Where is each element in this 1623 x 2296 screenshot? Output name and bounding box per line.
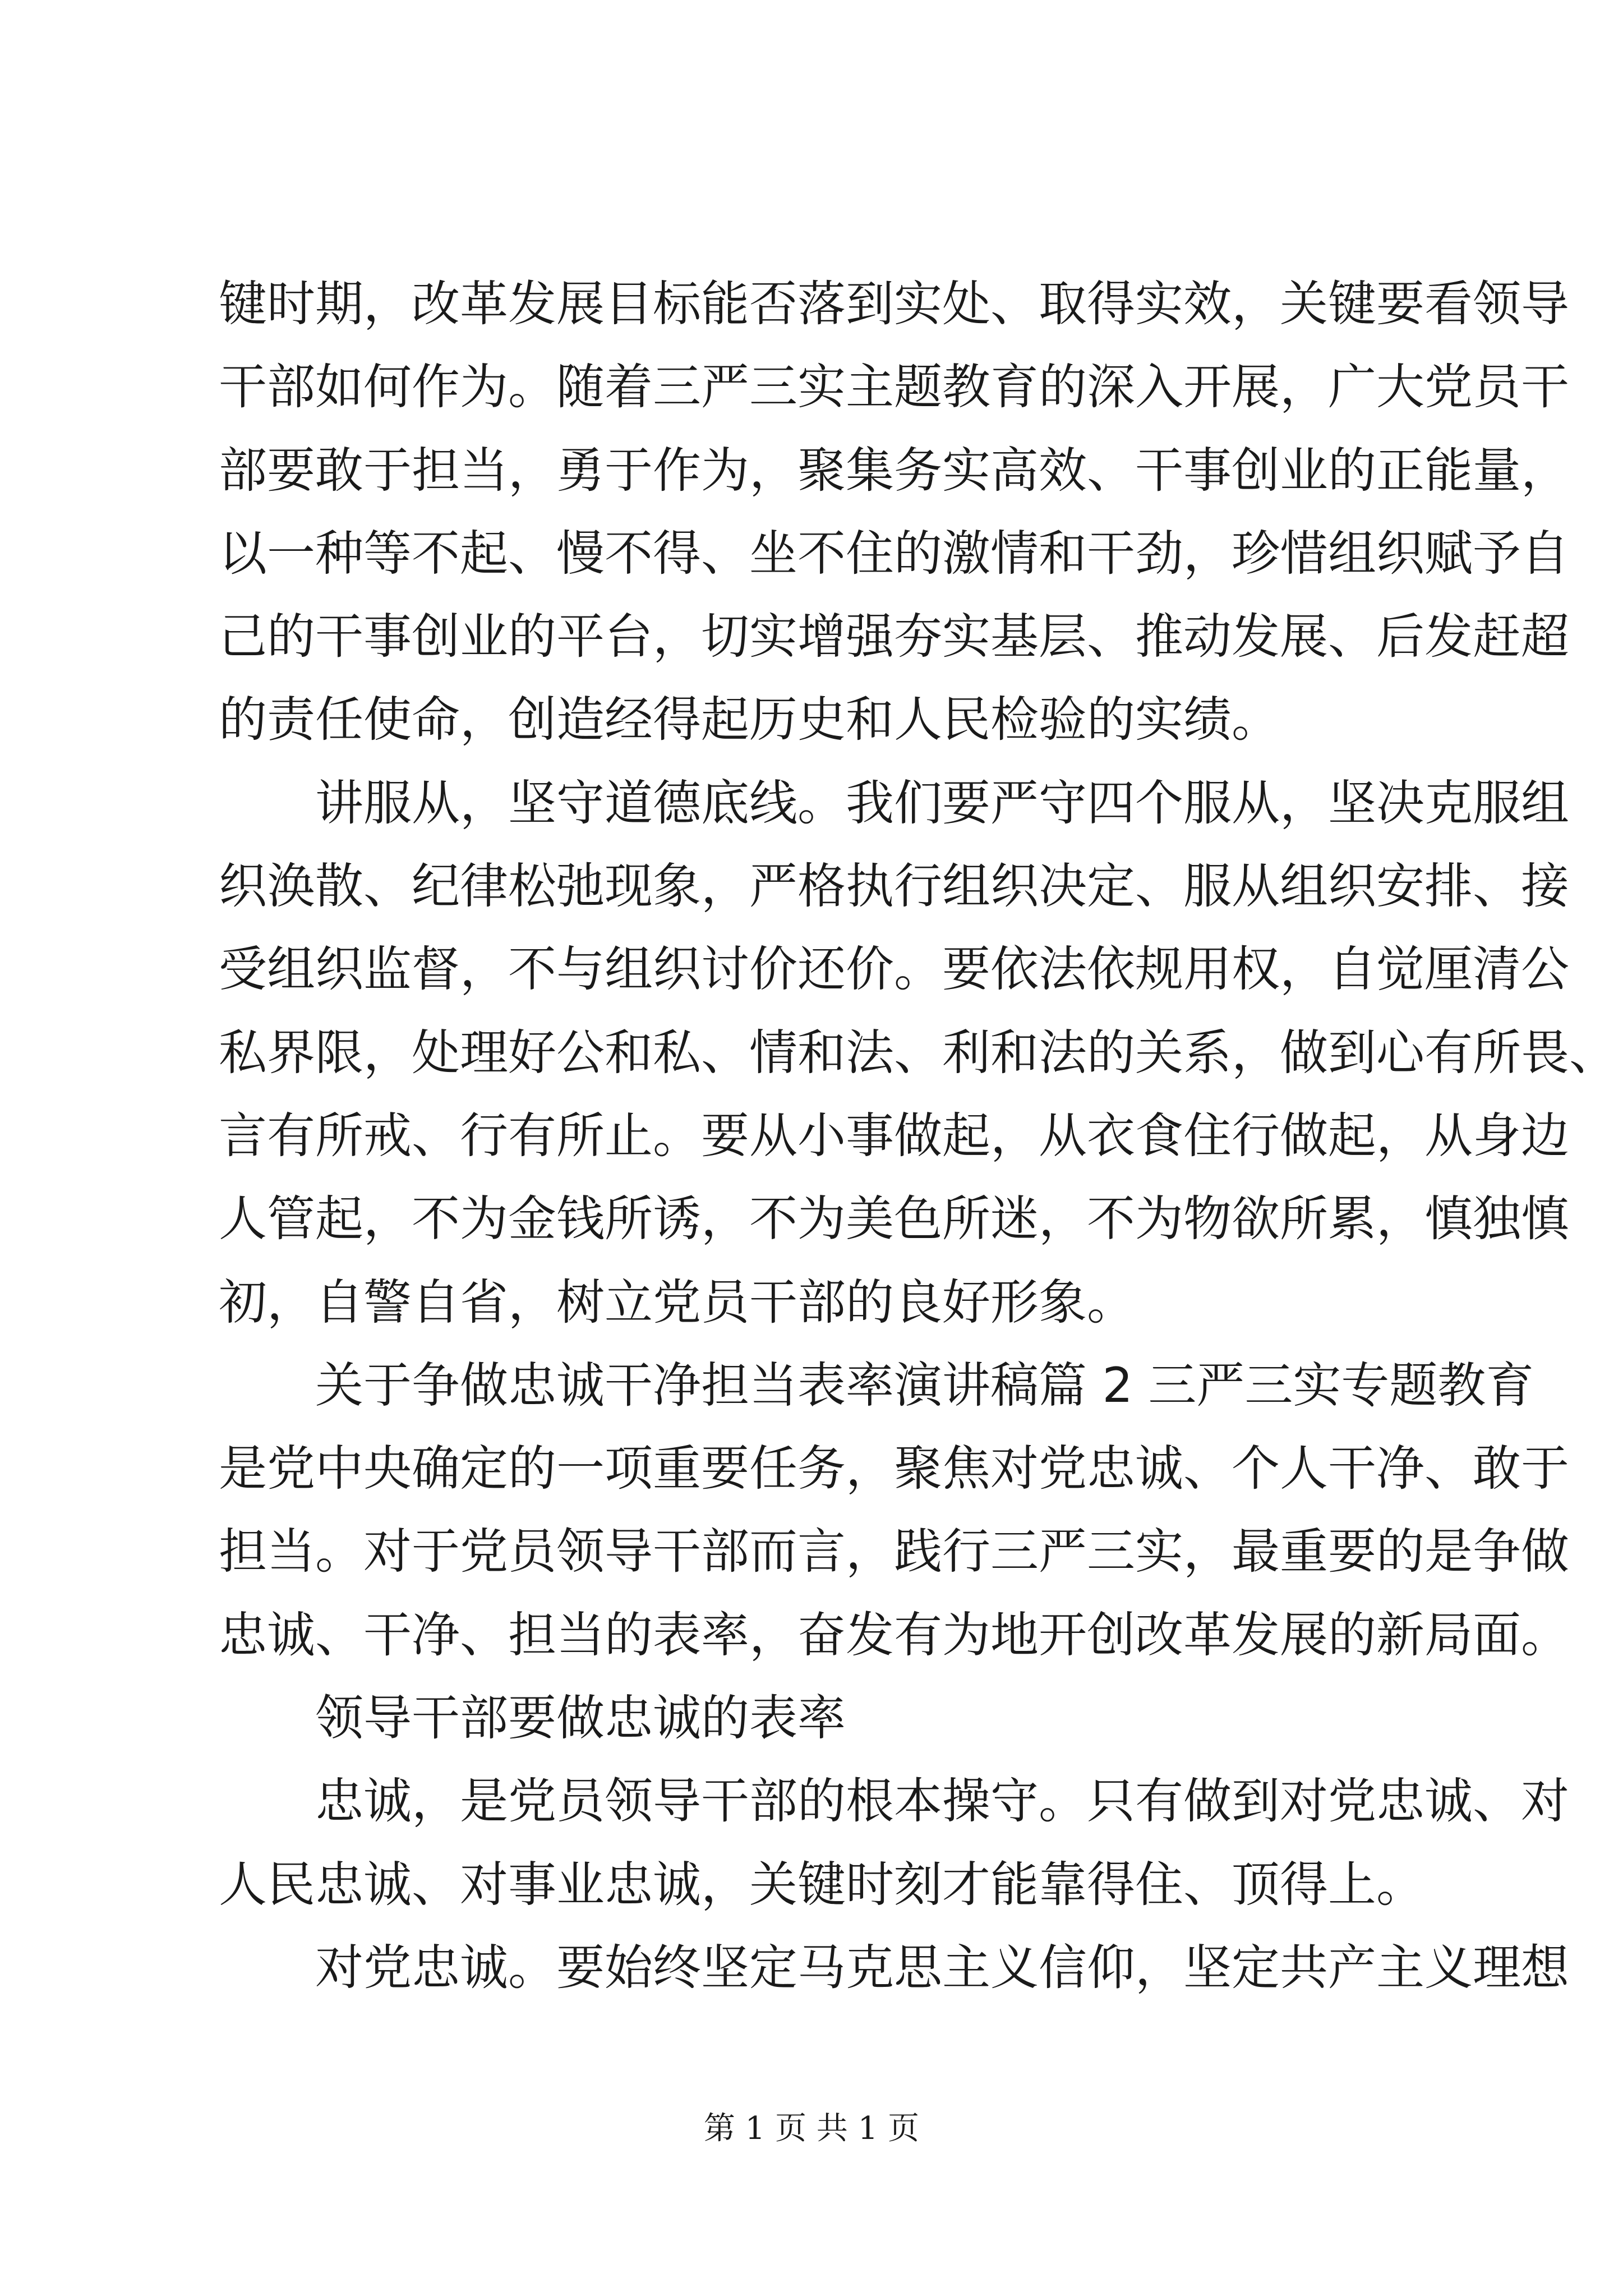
text-line xyxy=(219,678,1419,761)
text-line-content: 是党中央确定的一项重要任务，聚焦对党忠诚、个人干净、敢于 xyxy=(219,1441,1569,1497)
text-line xyxy=(219,845,1569,928)
text-line xyxy=(219,762,1569,845)
text-line-content: 键时期，改革发展目标能否落到实处、取得实效，关键要看领导 xyxy=(219,276,1569,332)
text-line xyxy=(219,1760,1569,1843)
text-line xyxy=(219,1843,1424,1926)
text-line xyxy=(219,1094,1569,1177)
text-line-content: 关于争做忠诚干净担当表率演讲稿篇 2 三严三实专题教育 xyxy=(315,1357,1534,1414)
text-line-content: 对党忠诚。要始终坚定马克思主义信仰，坚定共产主义理想 xyxy=(315,1939,1569,1996)
text-line-content: 讲服从，坚守道德底线。我们要严守四个服从，坚决克服组 xyxy=(315,775,1569,831)
text-line-content: 忠诚、干净、担当的表率，奋发有为地开创改革发展的新局面。 xyxy=(219,1607,1569,1663)
text-line xyxy=(219,512,1569,595)
text-line xyxy=(219,1594,1569,1677)
text-line-content: 己的干事创业的平台，切实增强夯实基层、推动发展、后发赶超 xyxy=(219,609,1569,665)
text-line xyxy=(219,1677,1419,1760)
text-line-content: 人管起，不为金钱所诱，不为美色所迷，不为物欲所累，慎独慎 xyxy=(219,1191,1569,1248)
text-line xyxy=(219,1011,1617,1094)
text-line xyxy=(219,1344,1534,1427)
text-line xyxy=(219,1177,1569,1260)
text-line xyxy=(219,928,1569,1011)
text-line xyxy=(219,1510,1569,1593)
text-line-content: 私界限，处理好公和私、情和法、利和法的关系，做到心有所畏、 xyxy=(219,1024,1617,1081)
text-line xyxy=(219,429,1569,512)
page-footer: 第 1 页 共 1 页 xyxy=(703,2110,920,2147)
text-line-content: 人民忠诚、对事业忠诚，关键时刻才能靠得住、顶得上。 xyxy=(219,1856,1424,1913)
text-line-content: 以一种等不起、慢不得、坐不住的激情和干劲，珍惜组织赋予自 xyxy=(219,525,1569,582)
document-body xyxy=(219,263,1617,2009)
text-line-content: 部要敢于担当，勇于作为，聚集务实高效、干事创业的正能量， xyxy=(219,442,1569,499)
text-line-content: 初，自警自省，树立党员干部的良好形象。 xyxy=(219,1274,1135,1331)
text-line-content: 的责任使命，创造经得起历史和人民检验的实绩。 xyxy=(219,692,1280,748)
text-line xyxy=(219,346,1569,429)
text-line-content: 干部如何作为。随着三严三实主题教育的深入开展，广大党员干 xyxy=(219,359,1569,416)
text-line-content: 受组织监督，不与组织讨价还价。要依法依规用权，自觉厘清公 xyxy=(219,941,1569,998)
text-line-content: 织涣散、纪律松弛现象，严格执行组织决定、服从组织安排、接 xyxy=(219,858,1569,915)
text-line xyxy=(219,595,1569,678)
text-line-content: 领导干部要做忠诚的表率 xyxy=(315,1690,846,1747)
text-line-content: 言有所戒、行有所止。要从小事做起，从衣食住行做起，从身边 xyxy=(219,1107,1569,1164)
text-line xyxy=(219,263,1569,346)
text-line xyxy=(219,1926,1569,2009)
text-line xyxy=(219,1427,1569,1510)
text-line-content: 担当。对于党员领导干部而言，践行三严三实，最重要的是争做 xyxy=(219,1524,1569,1580)
text-line-content: 忠诚，是党员领导干部的根本操守。只有做到对党忠诚、对 xyxy=(315,1773,1569,1830)
text-line xyxy=(219,1261,1419,1344)
